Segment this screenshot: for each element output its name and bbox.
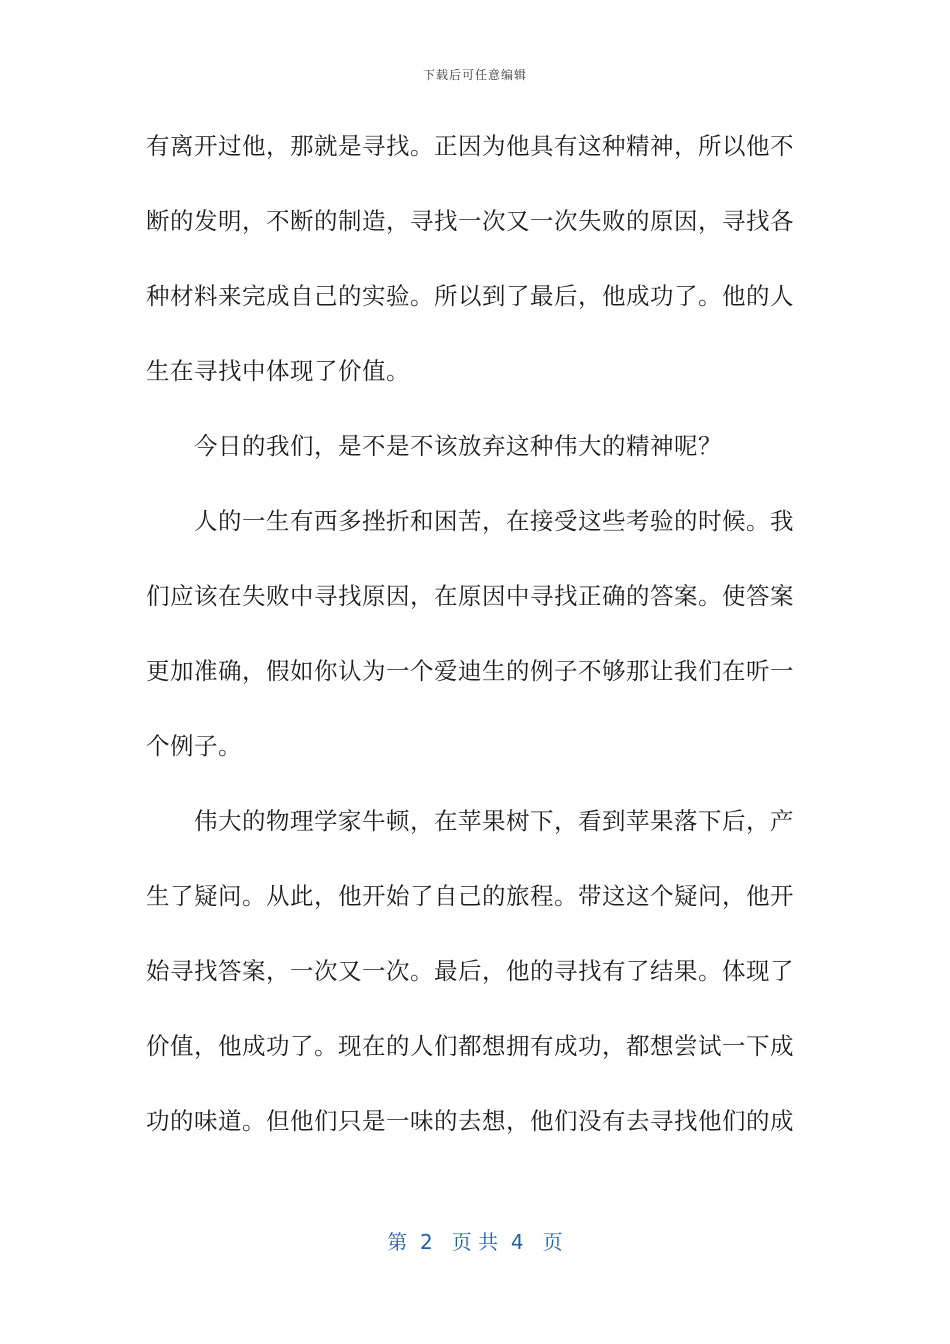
page-number-footer: 第 2 页 共 4 页 [387, 1230, 563, 1254]
text-line: 断的发明，不断的制造，寻找一次又一次失败的原因，寻找各 [146, 207, 794, 235]
text-line: 价值，他成功了。现在的人们都想拥有成功，都想尝试一下成 [146, 1032, 794, 1060]
document-body [146, 126, 792, 1176]
text-line: 伟大的物理学家牛顿，在苹果树下，看到苹果落下后，产 [194, 807, 794, 835]
text-line: 有离开过他，那就是寻找。正因为他具有这种精神，所以他不 [146, 132, 794, 160]
text-line: 更加准确，假如你认为一个爱迪生的例子不够那让我们在听一 [146, 657, 794, 685]
text-line: 今日的我们，是不是不该放弃这种伟大的精神呢？ [194, 432, 722, 460]
text-line: 种材料来完成自己的实验。所以到了最后，他成功了。他的人 [146, 282, 794, 310]
text-line: 始寻找答案，一次又一次。最后，他的寻找有了结果。体现了 [146, 957, 794, 985]
page-header-note: 下载后可任意编辑 [422, 68, 527, 82]
text-line: 功的味道。但他们只是一味的去想，他们没有去寻找他们的成 [146, 1107, 794, 1135]
text-line: 生在寻找中体现了价值。 [146, 357, 410, 385]
text-line: 个例子。 [146, 732, 242, 760]
text-line: 生了疑问。从此，他开始了自己的旅程。带这这个疑问，他开 [146, 882, 794, 910]
text-line: 人的一生有西多挫折和困苦，在接受这些考验的时候。我 [194, 507, 794, 535]
text-line: 们应该在失败中寻找原因，在原因中寻找正确的答案。使答案 [146, 582, 794, 610]
